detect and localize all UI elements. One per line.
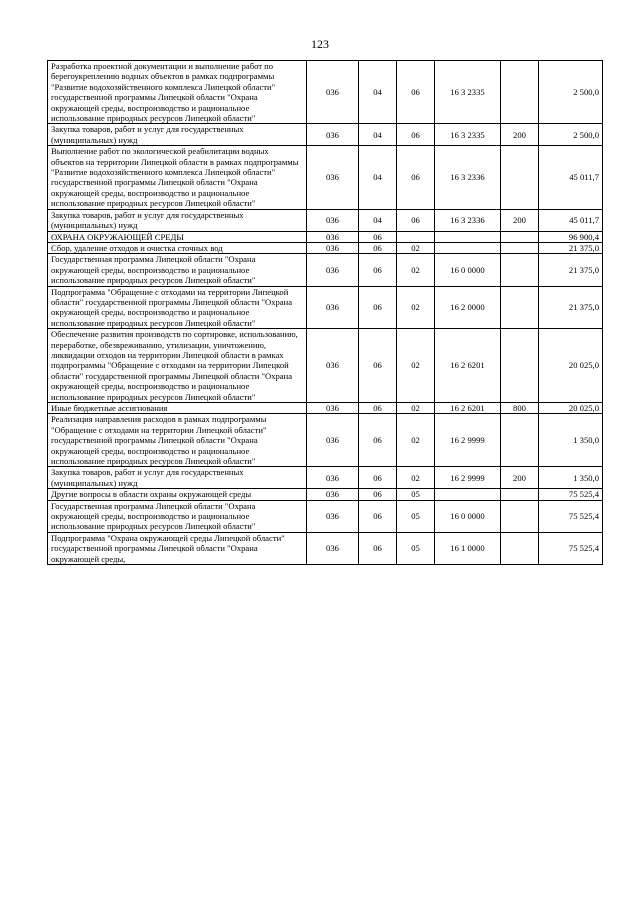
row-name: Разработка проектной документации и выполнение работ по берегоукреплению водных объектов в рамках подпрограммы "Развитие водохозяйственного комплекса Липецкой области" государственной программы Липецкой области "Охрана окружающей среды, воспроизводство и рациональное использование природных ресурсов Липецкой области" <box>48 61 307 124</box>
row-expense-type <box>501 414 539 467</box>
row-target-article: 16 2 9999 <box>435 414 501 467</box>
row-expense-type <box>501 242 539 253</box>
row-expense-type: 200 <box>501 467 539 489</box>
row-target-article: 16 2 6201 <box>435 329 501 403</box>
row-ved-code: 036 <box>307 414 359 467</box>
row-amount: 1 350,0 <box>539 467 603 489</box>
row-name: Подпрограмма "Обращение с отходами на территории Липецкой области" государственной программы Липецкой области "Охрана окружающей среды, воспроизводство и рациональное использование природных ресурсов Липецкой области" <box>48 286 307 329</box>
row-name: Другие вопросы в области охраны окружающей среды <box>48 489 307 500</box>
table-row <box>48 414 603 467</box>
row-section-code: 06 <box>359 403 397 414</box>
row-ved-code: 036 <box>307 467 359 489</box>
row-expense-type: 800 <box>501 403 539 414</box>
row-name: Закупка товаров, работ и услуг для государственных (муниципальных) нужд <box>48 467 307 489</box>
row-subsection-code: 02 <box>397 329 435 403</box>
row-section-code: 04 <box>359 146 397 209</box>
row-name: Реализация направления расходов в рамках подпрограммы "Обращение с отходами на территории Липецкой области" государственной программы Липецкой области "Охрана окружающей среды, воспроизводство и рациональное использование природных ресурсов Липецкой области" <box>48 414 307 467</box>
row-ved-code: 036 <box>307 403 359 414</box>
row-name: Подпрограмма "Охрана окружающей среды Липецкой области" государственной программы Липецкой области "Охрана окружающей среды, <box>48 532 307 564</box>
table-row <box>48 500 603 532</box>
row-subsection-code: 02 <box>397 403 435 414</box>
row-amount: 75 525,4 <box>539 532 603 564</box>
row-amount: 45 011,7 <box>539 146 603 209</box>
row-ved-code: 036 <box>307 242 359 253</box>
table-row <box>48 209 603 231</box>
row-target-article: 16 2 6201 <box>435 403 501 414</box>
row-target-article: 16 3 2335 <box>435 124 501 146</box>
row-section-code: 06 <box>359 467 397 489</box>
table-row <box>48 231 603 242</box>
row-amount: 45 011,7 <box>539 209 603 231</box>
row-name: Закупка товаров, работ и услуг для государственных (муниципальных) нужд <box>48 124 307 146</box>
row-ved-code: 036 <box>307 254 359 286</box>
row-ved-code: 036 <box>307 61 359 124</box>
row-target-article: 16 0 0000 <box>435 254 501 286</box>
row-amount: 1 350,0 <box>539 414 603 467</box>
row-subsection-code: 02 <box>397 286 435 329</box>
row-expense-type: 200 <box>501 124 539 146</box>
row-subsection-code: 02 <box>397 242 435 253</box>
row-section-code: 06 <box>359 231 397 242</box>
row-section-code: 04 <box>359 209 397 231</box>
row-section-code: 06 <box>359 500 397 532</box>
row-amount: 21 375,0 <box>539 254 603 286</box>
table-row <box>48 329 603 403</box>
row-amount: 75 525,4 <box>539 489 603 500</box>
row-subsection-code: 02 <box>397 414 435 467</box>
row-target-article <box>435 489 501 500</box>
row-ved-code: 036 <box>307 286 359 329</box>
table-row <box>48 146 603 209</box>
table-body <box>48 61 603 565</box>
row-expense-type <box>501 146 539 209</box>
row-expense-type <box>501 532 539 564</box>
row-section-code: 06 <box>359 286 397 329</box>
row-expense-type <box>501 500 539 532</box>
row-ved-code: 036 <box>307 209 359 231</box>
row-amount: 20 025,0 <box>539 329 603 403</box>
row-subsection-code: 02 <box>397 254 435 286</box>
row-target-article <box>435 242 501 253</box>
row-name: ОХРАНА ОКРУЖАЮЩЕЙ СРЕДЫ <box>48 231 307 242</box>
row-target-article: 16 2 0000 <box>435 286 501 329</box>
row-expense-type <box>501 231 539 242</box>
row-target-article: 16 1 0000 <box>435 532 501 564</box>
row-subsection-code: 05 <box>397 500 435 532</box>
row-expense-type <box>501 329 539 403</box>
row-ved-code: 036 <box>307 489 359 500</box>
table-row <box>48 286 603 329</box>
row-amount: 2 500,0 <box>539 124 603 146</box>
row-section-code: 06 <box>359 489 397 500</box>
row-target-article: 16 0 0000 <box>435 500 501 532</box>
row-expense-type <box>501 61 539 124</box>
row-section-code: 04 <box>359 61 397 124</box>
row-subsection-code: 06 <box>397 61 435 124</box>
row-section-code: 06 <box>359 254 397 286</box>
row-section-code: 06 <box>359 329 397 403</box>
row-name: Сбор, удаление отходов и очистка сточных вод <box>48 242 307 253</box>
row-ved-code: 036 <box>307 329 359 403</box>
row-amount: 96 900,4 <box>539 231 603 242</box>
table-row <box>48 489 603 500</box>
row-name: Иные бюджетные ассигнования <box>48 403 307 414</box>
row-name: Закупка товаров, работ и услуг для государственных (муниципальных) нужд <box>48 209 307 231</box>
budget-table <box>47 60 603 565</box>
row-ved-code: 036 <box>307 231 359 242</box>
table-row <box>48 467 603 489</box>
row-ved-code: 036 <box>307 124 359 146</box>
row-expense-type <box>501 254 539 286</box>
row-target-article: 16 3 2336 <box>435 146 501 209</box>
row-subsection-code: 06 <box>397 209 435 231</box>
table-row <box>48 61 603 124</box>
row-subsection-code: 05 <box>397 489 435 500</box>
row-target-article: 16 3 2336 <box>435 209 501 231</box>
row-ved-code: 036 <box>307 532 359 564</box>
row-subsection-code: 06 <box>397 146 435 209</box>
row-subsection-code: 05 <box>397 532 435 564</box>
row-amount: 21 375,0 <box>539 286 603 329</box>
row-target-article <box>435 231 501 242</box>
row-subsection-code <box>397 231 435 242</box>
row-target-article: 16 3 2335 <box>435 61 501 124</box>
table-row <box>48 124 603 146</box>
row-name: Обеспечение развития производств по сортировке, использованию, переработке, обезвреживанию, утилизации, уничтожению, ликвидации отходов на территории Липецкой области в рамках подпрограммы "Обращение с отходами на территории Липецкой области" государственной программы Липецкой области "Охрана окружающей среды, воспроизводство и рациональное использование природных ресурсов Липецкой области" <box>48 329 307 403</box>
page-number: 123 <box>311 37 329 51</box>
row-section-code: 06 <box>359 414 397 467</box>
row-amount: 2 500,0 <box>539 61 603 124</box>
row-name: Государственная программа Липецкой области "Охрана окружающей среды, воспроизводство и рациональное использование природных ресурсов Липецкой области" <box>48 254 307 286</box>
row-ved-code: 036 <box>307 146 359 209</box>
row-section-code: 06 <box>359 532 397 564</box>
row-section-code: 04 <box>359 124 397 146</box>
row-section-code: 06 <box>359 242 397 253</box>
row-amount: 20 025,0 <box>539 403 603 414</box>
row-amount: 75 525,4 <box>539 500 603 532</box>
row-amount: 21 375,0 <box>539 242 603 253</box>
table-row <box>48 403 603 414</box>
row-subsection-code: 02 <box>397 467 435 489</box>
row-ved-code: 036 <box>307 500 359 532</box>
row-expense-type <box>501 489 539 500</box>
table-row <box>48 532 603 564</box>
row-expense-type: 200 <box>501 209 539 231</box>
row-target-article: 16 2 9999 <box>435 467 501 489</box>
table-row <box>48 242 603 253</box>
row-subsection-code: 06 <box>397 124 435 146</box>
row-name: Государственная программа Липецкой области "Охрана окружающей среды, воспроизводство и рациональное использование природных ресурсов Липецкой области" <box>48 500 307 532</box>
table-row <box>48 254 603 286</box>
row-expense-type <box>501 286 539 329</box>
row-name: Выполнение работ по экологической реабилитации водных объектов на территории Липецкой области в рамках подпрограммы "Развитие водохозяйственного комплекса Липецкой области" государственной программы Липецкой области "Охрана окружающей среды, воспроизводство и рациональное использование природных ресурсов Липецкой области" <box>48 146 307 209</box>
